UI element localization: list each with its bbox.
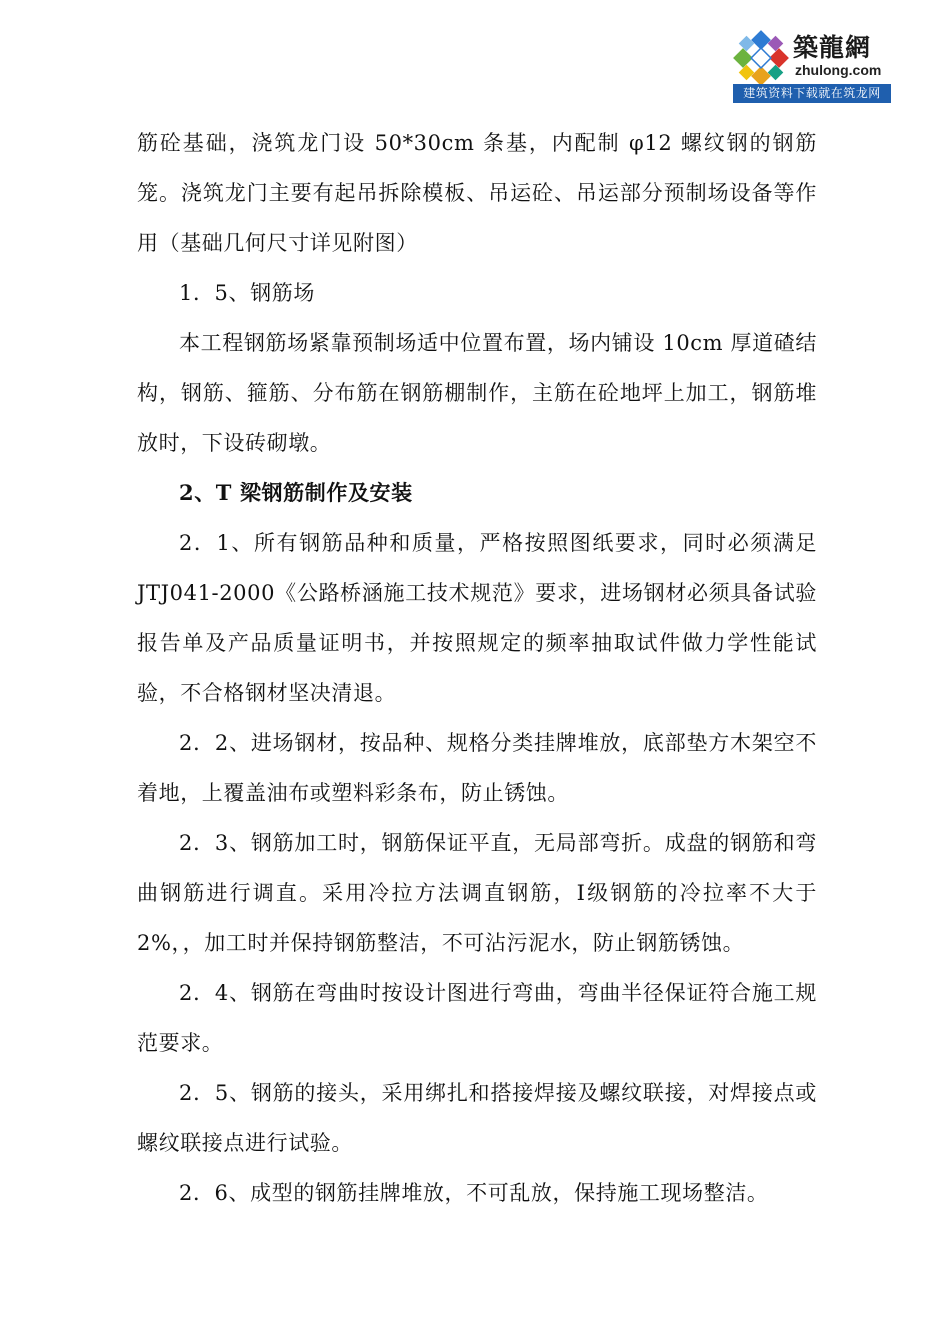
logo-slogan: 建筑资料下载就在筑龙网 <box>733 84 891 103</box>
zhulong-logo <box>733 22 893 104</box>
logo-name: 築龍網 <box>793 33 872 62</box>
document-body <box>137 118 817 1218</box>
paragraph-1: 筋砼基础，浇筑龙门设 50*30cm 条基，内配制 φ12 螺纹钢的钢筋笼。浇筑龙门主要有起吊拆除模板、吊运砼、吊运部分预制场设备等作用（基础几何尺寸详见附图） <box>137 131 817 255</box>
paragraph-2-2: 2．2、进场钢材，按品种、规格分类挂牌堆放，底部垫方木架空不着地，上覆盖油布或塑料彩条布，防止锈蚀。 <box>137 731 817 805</box>
paragraph-2-4: 2．4、钢筋在弯曲时按设计图进行弯曲，弯曲半径保证符合施工规范要求。 <box>137 981 817 1055</box>
paragraph-2-3: 2．3、钢筋加工时，钢筋保证平直，无局部弯折。成盘的钢筋和弯曲钢筋进行调直。采用冷拉方法调直钢筋，Ⅰ级钢筋的冷拉率不大于 2%，，加工时并保持钢筋整洁，不可沾污泥水，防止钢筋锈蚀。 <box>137 831 817 955</box>
paragraph-2-5: 2．5、钢筋的接头，采用绑扎和搭接焊接及螺纹联接，对焊接点或螺纹联接点进行试验。 <box>137 1081 817 1155</box>
section-heading-1-5: 1．5、钢筋场 <box>179 281 315 305</box>
paragraph-2-6: 2．6、成型的钢筋挂牌堆放，不可乱放，保持施工现场整洁。 <box>179 1181 769 1205</box>
paragraph-3: 本工程钢筋场紧靠预制场适中位置布置，场内铺设 10cm 厚道碴结构，钢筋、箍筋、分布筋在钢筋棚制作，主筋在砼地坪上加工，钢筋堆放时，下设砖砌墩。 <box>137 331 817 455</box>
zhulong-logo-icon <box>733 30 789 86</box>
paragraph-2-1: 2．1、所有钢筋品种和质量，严格按照图纸要求，同时必须满足 JTJ041-2000《公路桥涵施工技术规范》要求，进场钢材必须具备试验报告单及产品质量证明书，并按照规定的频率抽取试件做力学性能试验，不合格钢材坚决清退。 <box>137 531 817 705</box>
logo-domain: zhulong.com <box>795 62 882 78</box>
section-heading-2: 2、T 梁钢筋制作及安装 <box>179 480 413 505</box>
